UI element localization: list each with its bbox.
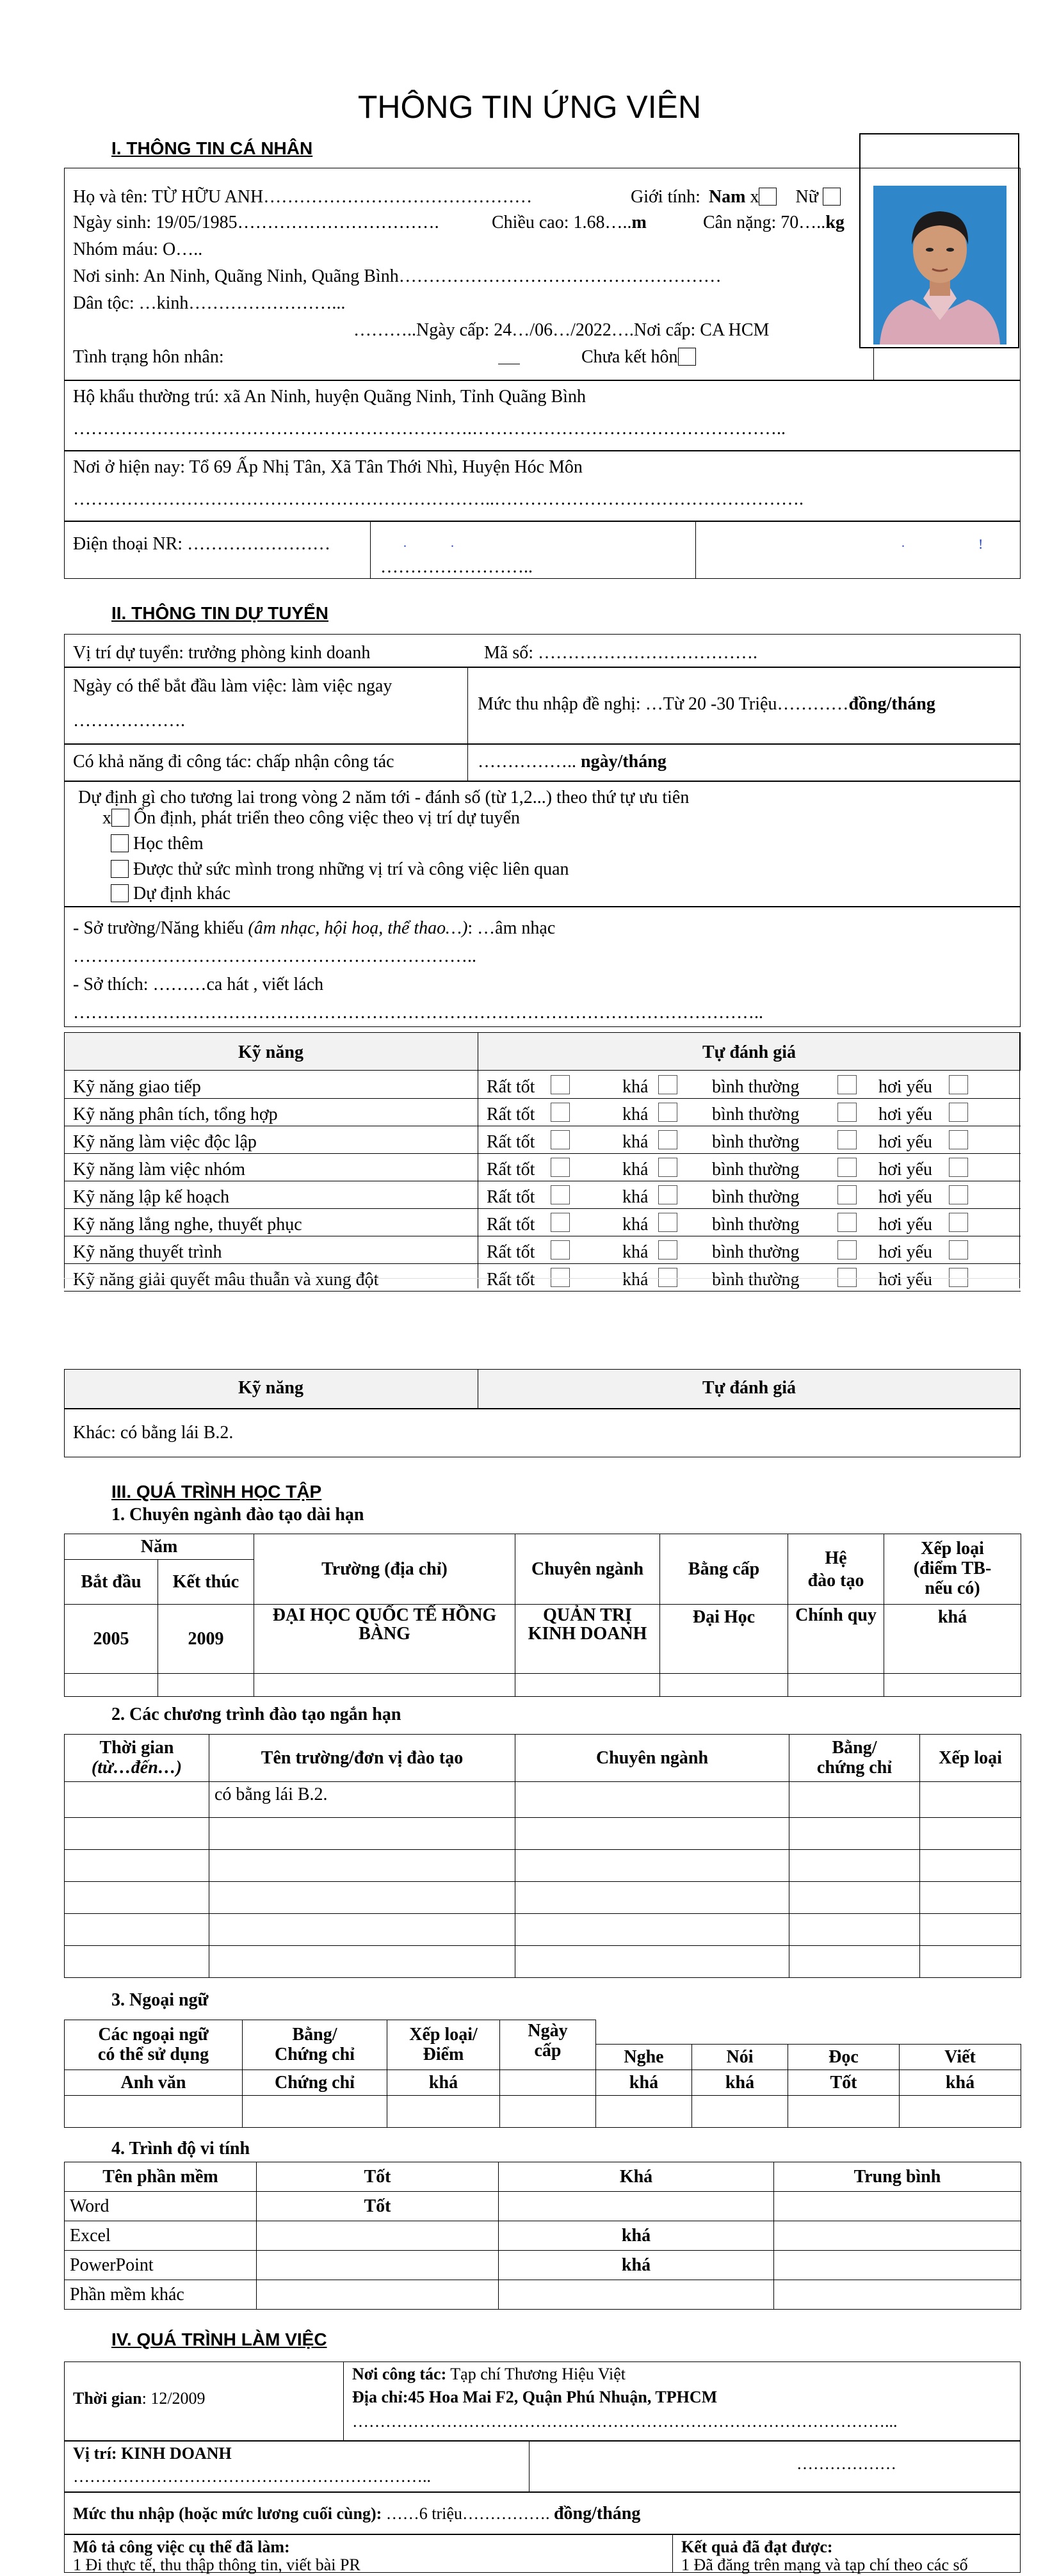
skill-level-label: hơi yếu <box>878 1270 933 1290</box>
skill-level-checkbox[interactable] <box>551 1158 570 1177</box>
skill-level-checkbox[interactable] <box>949 1075 968 1094</box>
skill-level-checkbox[interactable] <box>949 1240 968 1260</box>
skill-level-label: Rất tốt <box>487 1160 535 1179</box>
skill-level-label: hơi yếu <box>878 1077 933 1097</box>
skill-level-checkbox[interactable] <box>949 1213 968 1232</box>
skill-name: Kỹ năng giao tiếp <box>73 1077 201 1097</box>
position: Vị trí dự tuyển: trưởng phòng kinh doanh <box>73 643 371 663</box>
gender <box>631 186 841 208</box>
work-position: Vị trí: KINH DOANH <box>73 2444 232 2463</box>
skill-level-label: khá <box>622 1270 649 1290</box>
skill-level-label: khá <box>622 1077 649 1097</box>
talent-dots: ………………………………………………………….. <box>73 946 476 966</box>
skill-level-label: khá <box>622 1187 649 1207</box>
plan-checkbox-3[interactable] <box>111 860 129 878</box>
work-desc-1: 1 Đi thực tế, thu thập thông tin, viết bài PR <box>73 2556 360 2574</box>
skill-level-label: bình thường <box>712 1077 800 1097</box>
skill-level-label: Rất tốt <box>487 1105 535 1124</box>
lang-name: Anh văn <box>65 2070 243 2096</box>
skill-level-label: bình thường <box>712 1187 800 1207</box>
household: Hộ khẩu thường trú: xã An Ninh, huyện Quãng Ninh, Tỉnh Quãng Bình <box>73 387 586 407</box>
start-date: Ngày có thể bắt đầu làm việc: làm việc ngay <box>73 676 392 696</box>
sw-excel: Excel <box>65 2221 257 2251</box>
phone-mark-1: . <box>403 536 407 550</box>
work-result-1: 1 Đã đăng trên mạng và tạp chí theo các số <box>681 2556 968 2574</box>
household-dots: ………………………………………………………….…………………………………………….. <box>73 419 786 439</box>
skill-level-label: Rất tốt <box>487 1270 535 1290</box>
skills-header-rating: Tự đánh giá <box>702 1042 796 1062</box>
skill-level-checkbox[interactable] <box>551 1185 570 1204</box>
skill-level-checkbox[interactable] <box>837 1240 857 1260</box>
weight: Cân nặng: 70…..kg <box>703 213 845 232</box>
skill-level-checkbox[interactable] <box>837 1268 857 1287</box>
sw-avg-header: Trung bình <box>774 2162 1021 2192</box>
lang-date-header: Ngày cấp <box>500 2020 596 2070</box>
sw-other: Phần mềm khác <box>65 2280 257 2310</box>
skill-level-checkbox[interactable] <box>658 1103 677 1122</box>
plan-item-1: x Ổn định, phát triển theo công việc theo vị trí dự tuyển <box>102 808 521 828</box>
male-label: Nam <box>708 187 746 207</box>
skill-level-checkbox[interactable] <box>837 1075 857 1094</box>
skill-name: Kỹ năng lập kế hoạch <box>73 1187 230 1207</box>
skills2-header-skill: Kỹ năng <box>238 1378 303 1398</box>
lang-rank: khá <box>387 2070 500 2096</box>
short-school-header: Tên trường/đơn vị đào tạo <box>209 1735 515 1782</box>
plan-item-4: Dự định khác <box>102 882 230 905</box>
skill-level-checkbox[interactable] <box>837 1158 857 1177</box>
long-term-title: 1. Chuyên ngành đào tạo dài hạn <box>111 1505 364 1525</box>
skill-level-label: hơi yếu <box>878 1187 933 1207</box>
sw-word: Word <box>65 2192 257 2221</box>
skill-level-label: Rất tốt <box>487 1187 535 1207</box>
lang-header: Các ngoại ngữ có thể sử dụng <box>65 2020 243 2070</box>
skill-name: Kỹ năng lắng nghe, thuyết phục <box>73 1215 302 1235</box>
skill-level-label: hơi yếu <box>878 1105 933 1124</box>
skill-level-checkbox[interactable] <box>658 1213 677 1232</box>
long-school: ĐẠI HỌC QUỐC TẾ HỒNG BÀNG <box>254 1605 515 1674</box>
skill-level-checkbox[interactable] <box>551 1268 570 1287</box>
listen-header: Nghe <box>596 2045 692 2070</box>
school-header: Trường (địa chỉ) <box>254 1534 515 1605</box>
lang-cert: Chứng chỉ <box>243 2070 387 2096</box>
long-degree: Đại Học <box>660 1605 788 1674</box>
skill-name: Kỹ năng thuyết trình <box>73 1242 222 1262</box>
sw-excel-fair: khá <box>499 2221 774 2251</box>
lang-listen: khá <box>596 2070 692 2096</box>
travel-days: …………….. ngày/tháng <box>478 752 667 772</box>
work-address-dots: ……………………………………………………………………………………... <box>352 2412 898 2431</box>
skill-level-checkbox[interactable] <box>837 1130 857 1149</box>
degree-header: Bằng cấp <box>660 1534 788 1605</box>
single-option: Chưa kết hôn <box>581 346 696 368</box>
female-checkbox[interactable] <box>823 188 841 206</box>
computer-table <box>64 2162 1021 2310</box>
skill-level-checkbox[interactable] <box>551 1130 570 1149</box>
work-position-dots-2: ……………… <box>796 2454 896 2473</box>
sw-header: Tên phần mềm <box>65 2162 257 2192</box>
skill-level-label: hơi yếu <box>878 1215 933 1235</box>
skill-level-label: hơi yếu <box>878 1160 933 1179</box>
work-time: Thời gian: 12/2009 <box>73 2389 206 2408</box>
work-address: Địa chỉ:45 Hoa Mai F2, Quận Phú Nhuận, TPHCM <box>352 2388 718 2406</box>
skill-name: Kỹ năng làm việc độc lập <box>73 1132 257 1152</box>
phone-mark-4: ! <box>978 536 983 552</box>
skill-level-checkbox[interactable] <box>837 1185 857 1204</box>
skill-level-label: bình thường <box>712 1105 800 1124</box>
skill-level-checkbox[interactable] <box>949 1268 968 1287</box>
short-major-header: Chuyên ngành <box>515 1735 789 1782</box>
lang-read: Tốt <box>788 2070 900 2096</box>
hobby: - Sở thích: ………ca hát , viết lách <box>73 975 324 994</box>
lang-write: khá <box>900 2070 1021 2096</box>
phone-label: Điện thoại NR: …………………… <box>73 534 331 554</box>
phone-mark-2: . <box>451 536 454 550</box>
lang-speak: khá <box>692 2070 788 2096</box>
skill-name: Kỹ năng giải quyết mâu thuẫn và xung đột <box>73 1270 379 1290</box>
long-end-year: 2009 <box>158 1605 254 1674</box>
dob: Ngày sinh: 19/05/1985……………………………. <box>73 213 439 232</box>
sw-powerpoint: PowerPoint <box>65 2251 257 2280</box>
phone2-dots: …………………….. <box>380 557 533 577</box>
skill-level-checkbox[interactable] <box>949 1130 968 1149</box>
position-code: Mã số: ………………………………. <box>484 643 757 663</box>
section-1-heading: I. THÔNG TIN CÁ NHÂN <box>111 138 313 158</box>
long-rank: khá <box>884 1605 1021 1674</box>
skill-level-label: bình thường <box>712 1132 800 1152</box>
gender-label: Giới tính: <box>631 187 700 207</box>
skill-level-checkbox[interactable] <box>837 1103 857 1122</box>
write-header: Viết <box>900 2045 1021 2070</box>
plan-question: Dự định gì cho tương lai trong vòng 2 năm tới - đánh số (từ 1,2...) theo thứ tự ưu tiên <box>78 788 690 807</box>
skill-level-checkbox[interactable] <box>949 1185 968 1204</box>
plan-checkbox-4[interactable] <box>111 884 129 902</box>
work-desc-label: Mô tả công việc cụ thể đã làm: <box>73 2538 290 2556</box>
long-start-year: 2005 <box>65 1605 158 1674</box>
height: Chiều cao: 1.68…..m <box>492 213 647 232</box>
talent: - Sở trường/Năng khiếu (âm nhạc, hội hoạ, thể thao…): …âm nhạc <box>73 918 556 938</box>
skill-name: Kỹ năng phân tích, tổng hợp <box>73 1105 278 1124</box>
skill-level-checkbox[interactable] <box>551 1103 570 1122</box>
skill-level-checkbox[interactable] <box>658 1158 677 1177</box>
section-2-heading: II. THÔNG TIN DỰ TUYỂN <box>111 603 329 623</box>
system-header: Hệ đào tạo <box>788 1534 884 1605</box>
blood-type: Nhóm máu: O….. <box>73 239 203 259</box>
travel: Có khả năng đi công tác: chấp nhận công tác <box>73 752 394 772</box>
section-3-heading: III. QUÁ TRÌNH HỌC TẬP <box>111 1482 322 1502</box>
other-skill: Khác: có bằng lái B.2. <box>73 1423 234 1443</box>
plan-checkbox-1[interactable] <box>111 809 129 827</box>
skill-level-checkbox[interactable] <box>658 1240 677 1260</box>
hobby-dots: …………………………………………………………………………………………………….. <box>73 1003 763 1023</box>
skill-level-label: Rất tốt <box>487 1242 535 1262</box>
end-year-header: Kết thúc <box>158 1560 254 1605</box>
skill-level-label: bình thường <box>712 1215 800 1235</box>
ethnicity: Dân tộc: …kinh……………………... <box>73 293 346 313</box>
skill-level-label: khá <box>622 1105 649 1124</box>
short-time-header: Thời gian (từ…đến…) <box>65 1735 209 1782</box>
long-major: QUẢN TRỊ KINH DOANH <box>515 1605 660 1674</box>
birthplace: Nơi sinh: An Ninh, Quãng Ninh, Quãng Bình……………………………………………… <box>73 266 722 286</box>
skill-level-label: Rất tốt <box>487 1132 535 1152</box>
skill-name: Kỹ năng làm việc nhóm <box>73 1160 246 1179</box>
single-checkbox[interactable] <box>678 348 696 366</box>
page-title: THÔNG TIN ỨNG VIÊN <box>357 89 702 125</box>
skill-level-label: bình thường <box>712 1270 800 1290</box>
id-issue: ………..Ngày cấp: 24…/06…/2022….Nơi cấp: CA HCM <box>353 320 770 340</box>
skill-level-checkbox[interactable] <box>658 1268 677 1287</box>
skill-level-label: Rất tốt <box>487 1215 535 1235</box>
short-cert-header: Bằng/ chứng chỉ <box>789 1735 920 1782</box>
male-checkbox[interactable] <box>759 188 777 206</box>
rank-header: Xếp loại (điểm TB- nếu có) <box>884 1534 1021 1605</box>
skills2-header-rating: Tự đánh giá <box>702 1378 796 1398</box>
short-row-1: có bằng lái B.2. <box>209 1782 515 1818</box>
short-rank-header: Xếp loại <box>920 1735 1021 1782</box>
language-table <box>64 2020 1021 2128</box>
read-header: Đọc <box>788 2045 900 2070</box>
section-4-heading: IV. QUÁ TRÌNH LÀM VIỆC <box>111 2329 327 2349</box>
skill-level-label: bình thường <box>712 1160 800 1179</box>
male-mark: x <box>750 187 759 207</box>
skill-level-label: hơi yếu <box>878 1242 933 1262</box>
skill-level-label: khá <box>622 1242 649 1262</box>
short-term-table <box>64 1734 1021 1978</box>
long-system: Chính quy <box>788 1605 884 1674</box>
start-date-dots: ………………. <box>73 711 185 731</box>
skills-table <box>64 1032 1021 1290</box>
computer-title: 4. Trình độ vi tính <box>111 2139 250 2159</box>
skill-level-checkbox[interactable] <box>551 1213 570 1232</box>
sw-fair-header: Khá <box>499 2162 774 2192</box>
skills-header-skill: Kỹ năng <box>238 1042 303 1062</box>
plan-checkbox-2[interactable] <box>111 834 129 852</box>
work-position-dots: ……………………………………………………….. <box>73 2467 431 2486</box>
skill-level-checkbox[interactable] <box>837 1213 857 1232</box>
skill-level-label: hơi yếu <box>878 1132 933 1152</box>
skill-level-label: khá <box>622 1132 649 1152</box>
work-result-label: Kết quả đã đạt được: <box>681 2538 833 2556</box>
short-term-title: 2. Các chương trình đào tạo ngắn hạn <box>111 1705 401 1724</box>
lang-rank-header: Xếp loại/ Điểm <box>387 2020 500 2070</box>
phone-mark-3: . <box>901 536 905 550</box>
skill-level-checkbox[interactable] <box>658 1130 677 1149</box>
skill-level-checkbox[interactable] <box>551 1240 570 1260</box>
skill-level-label: khá <box>622 1215 649 1235</box>
sw-good-header: Tốt <box>257 2162 499 2192</box>
plan-item-3: Được thử sức mình trong những vị trí và công việc liên quan <box>102 858 569 880</box>
current-address-dots: ……………………………………………………………..……………………………………………. <box>73 489 804 509</box>
major-header: Chuyên ngành <box>515 1534 660 1605</box>
skill-level-label: Rất tốt <box>487 1077 535 1097</box>
plan-item-2: Học thêm <box>102 832 204 855</box>
skill-level-label: khá <box>622 1160 649 1179</box>
skill-level-checkbox[interactable] <box>949 1158 968 1177</box>
start-year-header: Bắt đầu <box>65 1560 158 1605</box>
lang-cert-header: Bằng/ Chứng chỉ <box>243 2020 387 2070</box>
skill-level-checkbox[interactable] <box>658 1185 677 1204</box>
skill-level-checkbox[interactable] <box>949 1103 968 1122</box>
work-company: Nơi công tác: Tạp chí Thương Hiệu Việt <box>352 2365 626 2383</box>
year-header: Năm <box>65 1534 254 1560</box>
sw-word-good: Tốt <box>257 2192 499 2221</box>
skill-level-checkbox[interactable] <box>551 1075 570 1094</box>
sw-powerpoint-fair: khá <box>499 2251 774 2280</box>
long-term-table <box>64 1534 1021 1697</box>
current-address: Nơi ở hiện nay: Tổ 69 Ấp Nhị Tân, Xã Tân Thới Nhì, Huyện Hóc Môn <box>73 457 583 477</box>
female-label: Nữ <box>795 187 818 207</box>
speak-header: Nói <box>692 2045 788 2070</box>
skill-level-label: bình thường <box>712 1242 800 1262</box>
skill-level-checkbox[interactable] <box>658 1075 677 1094</box>
marital-label: Tình trạng hôn nhân: <box>73 347 224 367</box>
language-title: 3. Ngoại ngữ <box>111 1990 209 2010</box>
full-name: Họ và tên: TỪ HỮU ANH……………………………………… <box>73 187 533 207</box>
work-income: Mức thu nhập (hoặc mức lương cuối cùng): ……6 triệu……………. đồng/tháng <box>73 2504 641 2523</box>
salary-expected: Mức thu nhập đề nghị: …Từ 20 -30 Triệu…………đồng/tháng <box>478 694 935 714</box>
